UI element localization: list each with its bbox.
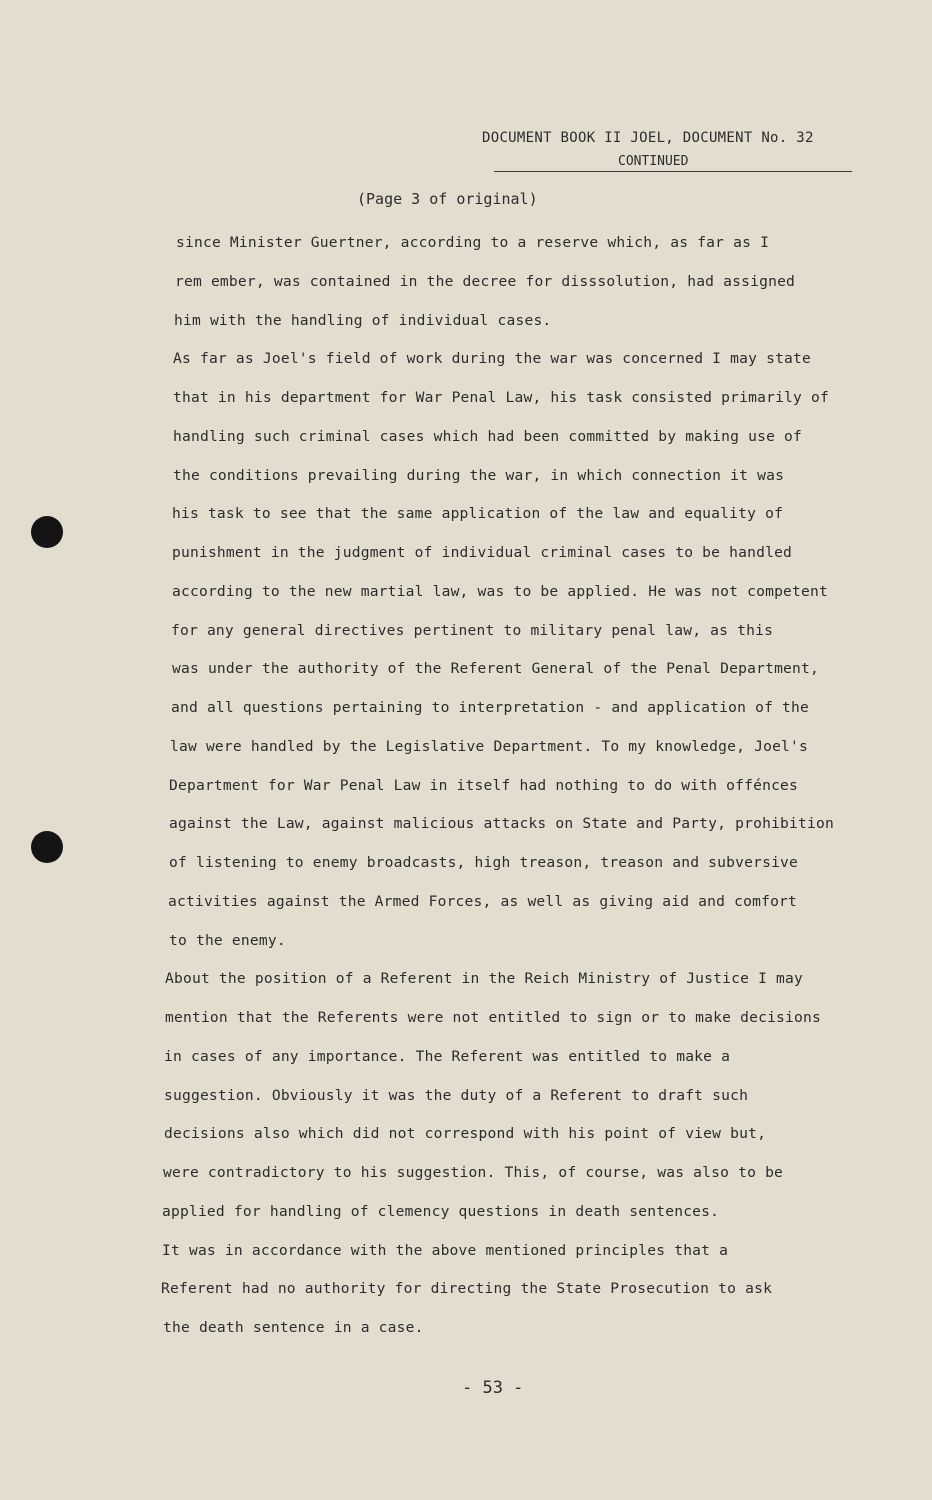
text-line: in cases of any importance. The Referent was entitled to make a (164, 1047, 731, 1065)
page-number: - 53 - (462, 1378, 524, 1398)
text-line: the death sentence in a case. (163, 1319, 424, 1336)
text-line: As far as Joel's field of work during the war was concerned I may state (173, 350, 812, 368)
body-text (162, 224, 882, 1348)
text-line: since Minister Guertner, according to a reserve which, as far as I (176, 234, 770, 251)
text-line: applied for handling of clemency questions in death sentences. (162, 1202, 720, 1220)
text-line: mention that the Referents were not entitled to sign or to make decisions (165, 1009, 821, 1026)
text-line: decisions also which did not correspond with his point of view but, (164, 1125, 767, 1143)
text-line: for any general directives pertinent to military penal law, as this (171, 621, 774, 639)
text-line: that in his department for War Penal Law, his task consisted primarily of (173, 389, 829, 406)
text-line: of listening to enemy broadcasts, high treason, treason and subversive (169, 854, 799, 871)
text-line: against the Law, against malicious attacks on State and Party, prohibition (169, 815, 834, 833)
text-line: to the enemy. (169, 931, 286, 949)
text-line: law were handled by the Legislative Department. To my knowledge, Joel's (170, 737, 809, 755)
text-line: him with the handling of individual cases. (174, 311, 552, 329)
text-line: activities against the Armed Forces, as well as giving aid and comfort (168, 892, 798, 910)
text-line: were contradictory to his suggestion. This, of course, was also to be (163, 1164, 784, 1181)
text-line: suggestion. Obviously it was the duty of a Referent to draft such (164, 1086, 749, 1104)
continued-label: CONTINUED (618, 154, 689, 169)
text-line: It was in accordance with the above mentioned principles that a (162, 1241, 729, 1259)
text-line: his task to see that the same application of the law and equality of (172, 505, 784, 523)
text-line: punishment in the judgment of individual criminal cases to be handled (172, 544, 793, 561)
text-line: the conditions prevailing during the war, in which connection it was (173, 466, 785, 484)
text-line: handling such criminal cases which had been committed by making use of (173, 427, 803, 445)
text-line: and all questions pertaining to interpretation - and application of the (171, 699, 810, 716)
document-reference: DOCUMENT BOOK II JOEL, DOCUMENT No. 32 (482, 130, 814, 146)
text-line: according to the new martial law, was to be applied. He was not competent (172, 582, 828, 600)
page-of-original-note: (Page 3 of original) (357, 190, 538, 208)
text-line: was under the authority of the Referent General of the Penal Department, (172, 660, 820, 678)
header-underline (494, 171, 852, 172)
text-line: Department for War Penal Law in itself had nothing to do with offénces (169, 776, 799, 794)
punch-hole-top (31, 516, 63, 548)
text-line: About the position of a Referent in the Reich Ministry of Justice I may (165, 970, 804, 988)
text-line: rem ember, was contained in the decree for disssolution, had assigned (175, 272, 796, 290)
punch-hole-bottom (31, 831, 63, 863)
text-line: Referent had no authority for directing the State Prosecution to ask (161, 1280, 773, 1298)
